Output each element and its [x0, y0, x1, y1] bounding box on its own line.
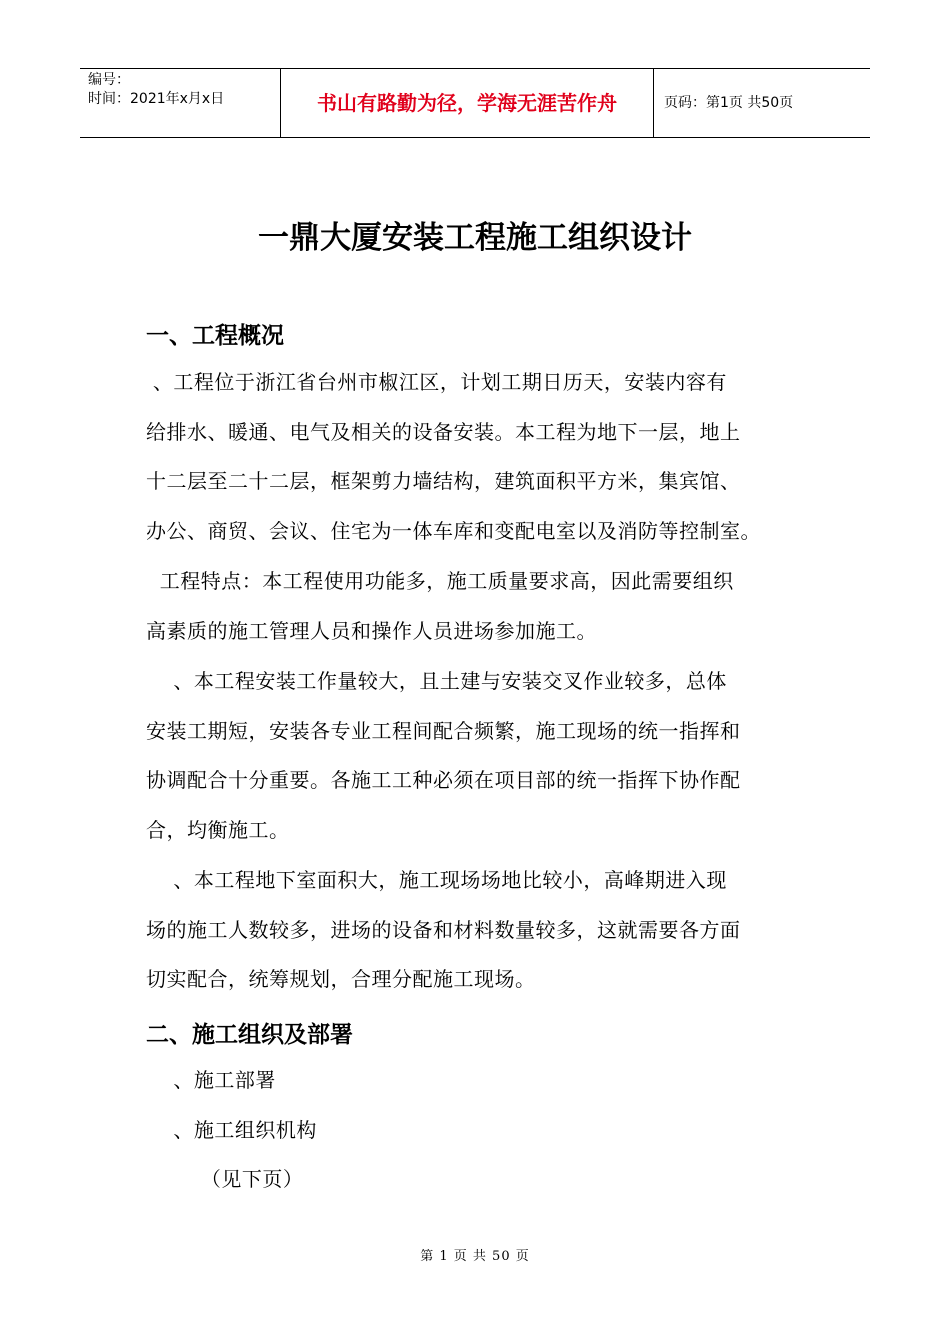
- list-item: （见下页）: [146, 1167, 304, 1191]
- header-table: [80, 68, 870, 138]
- number-label: 编号：: [88, 72, 130, 88]
- text-line: 合，均衡施工。: [146, 817, 290, 842]
- header-page-info: 页码：第1页 共50页: [664, 95, 794, 111]
- text-line: 切实配合，统筹规划，合理分配施工现场。: [146, 967, 536, 991]
- section1-heading: 一、工程概况: [146, 323, 284, 349]
- page-footer: 第 1 页 共 50 页: [420, 1249, 530, 1264]
- text-line: 安装工期短，安装各专业工程间配合频繁，施工现场的统一指挥和: [146, 718, 741, 743]
- text-line: 办公、商贸、会议、住宅为一体车库和变配电室以及消防等控制室。: [146, 518, 761, 543]
- list-item: 、施工组织机构: [146, 1117, 317, 1142]
- document-title: 一鼎大厦安装工程施工组织设计: [258, 220, 692, 256]
- time-label: 时间：2021年x月x日: [88, 91, 225, 107]
- text-line: 协调配合十分重要。各施工工种必须在项目部的统一指挥下协作配: [146, 768, 741, 792]
- section1-paragraph-4: [146, 856, 811, 1005]
- section1-paragraph-1: [146, 358, 811, 556]
- header-motto: 书山有路勤为径，学海无涯苦作舟: [281, 69, 654, 137]
- header-meta-cell: [80, 69, 281, 137]
- text-line: 场的施工人数较多，进场的设备和材料数量较多，这就需要各方面: [146, 917, 741, 942]
- text-line: 工程特点：本工程使用功能多，施工质量要求高，因此需要组织: [146, 569, 734, 593]
- text-line: 高素质的施工管理人员和操作人员进场参加施工。: [146, 618, 597, 643]
- text-line: 、本工程安装工作量较大，且土建与安装交叉作业较多，总体: [146, 669, 727, 693]
- text-line: 给排水、暖通、电气及相关的设备安装。本工程为地下一层，地上: [146, 419, 741, 444]
- text-line: 、工程位于浙江省台州市椒江区，计划工期日历天，安装内容有: [146, 370, 727, 394]
- text-line: 十二层至二十二层，框架剪力墙结构，建筑面积平方米，集宾馆、: [146, 469, 741, 493]
- list-item: 、施工部署: [146, 1068, 276, 1092]
- section2-items: [146, 1056, 811, 1205]
- section2-heading: 二、施工组织及部署: [146, 1022, 353, 1048]
- text-line: 、本工程地下室面积大，施工现场场地比较小，高峰期进入现: [146, 868, 727, 892]
- section1-paragraph-2: [146, 557, 811, 656]
- section1-paragraph-3: [146, 657, 811, 855]
